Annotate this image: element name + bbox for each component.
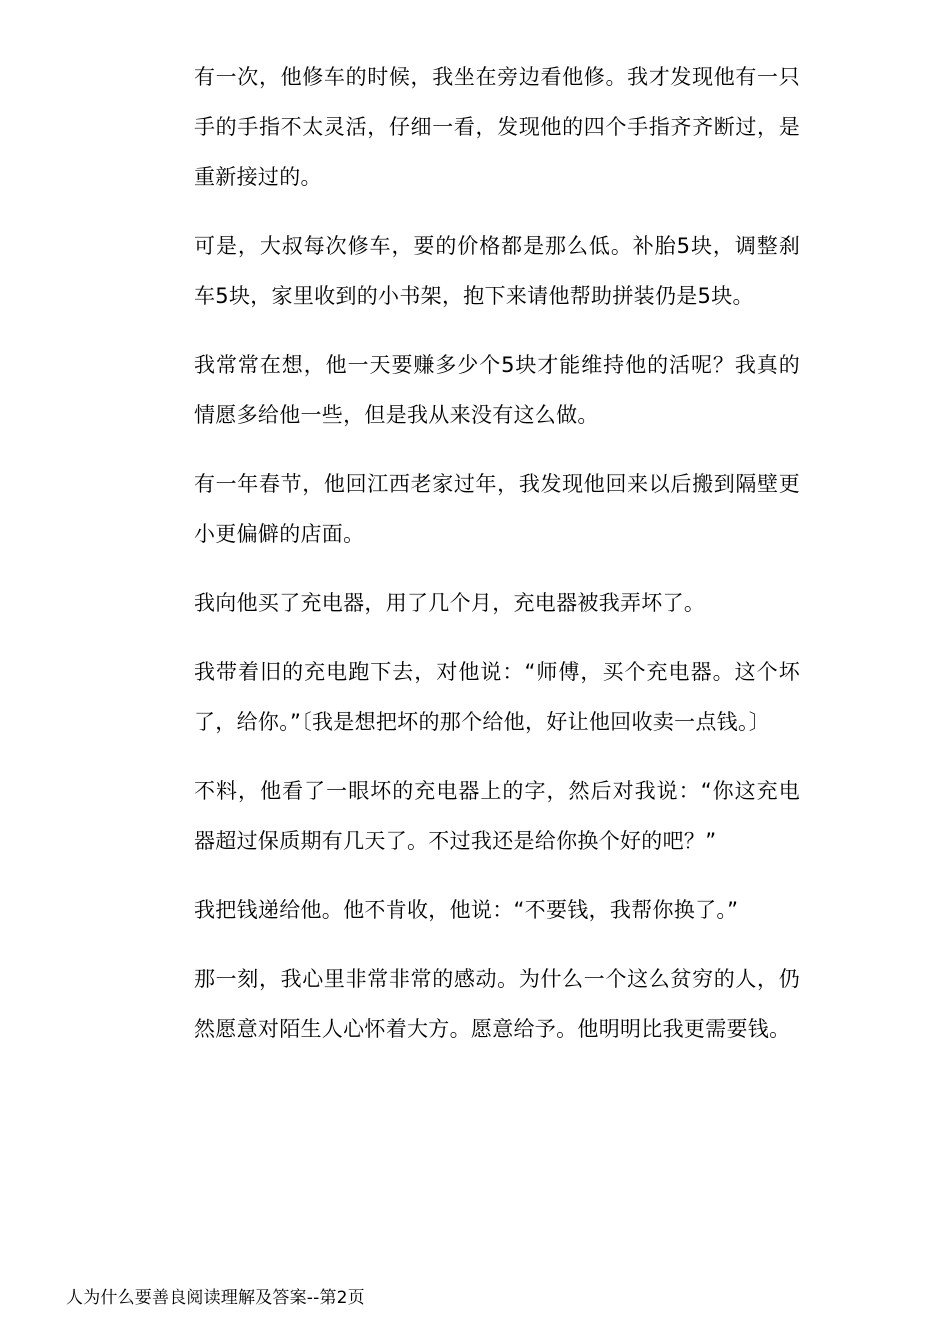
- page-footer: 人为什么要善良阅读理解及答案--第2页: [66, 1288, 365, 1308]
- paragraph: 有一年春节，他回江西老家过年，我发现他回来以后搬到隔壁更小更偏僻的店面。: [194, 472, 800, 546]
- paragraph: 我带着旧的充电跑下去，对他说：“师傅，买个充电器。这个坏了，给你。”〔我是想把坏的那个给他，好让他回收卖一点钱。〕: [194, 660, 800, 734]
- paragraph: 可是，大叔每次修车，要的价格都是那么低。补胎5块，调整刹车5块，家里收到的小书架，抱下来请他帮助拼装仍是5块。: [194, 234, 800, 308]
- paragraph: 有一次，他修车的时候，我坐在旁边看他修。我才发现他有一只手的手指不太灵活，仔细一看，发现他的四个手指齐齐断过，是重新接过的。: [194, 65, 800, 189]
- paragraph: 我向他买了充电器，用了几个月，充电器被我弄坏了。: [194, 591, 706, 615]
- paragraph: 不料，他看了一眼坏的充电器上的字，然后对我说：“你这充电器超过保质期有几天了。不过我还是给你换个好的吧？”: [194, 779, 800, 853]
- document-body: [194, 52, 800, 1073]
- paragraph: 我常常在想，他一天要赚多少个5块才能维持他的活呢？我真的情愿多给他一些，但是我从来没有这么做。: [194, 353, 800, 427]
- paragraph: 我把钱递给他。他不肯收，他说：“不要钱，我帮你换了。”: [194, 898, 739, 922]
- paragraph: 那一刻，我心里非常非常的感动。为什么一个这么贫穷的人，仍然愿意对陌生人心怀着大方。愿意给予。他明明比我更需要钱。: [194, 967, 800, 1041]
